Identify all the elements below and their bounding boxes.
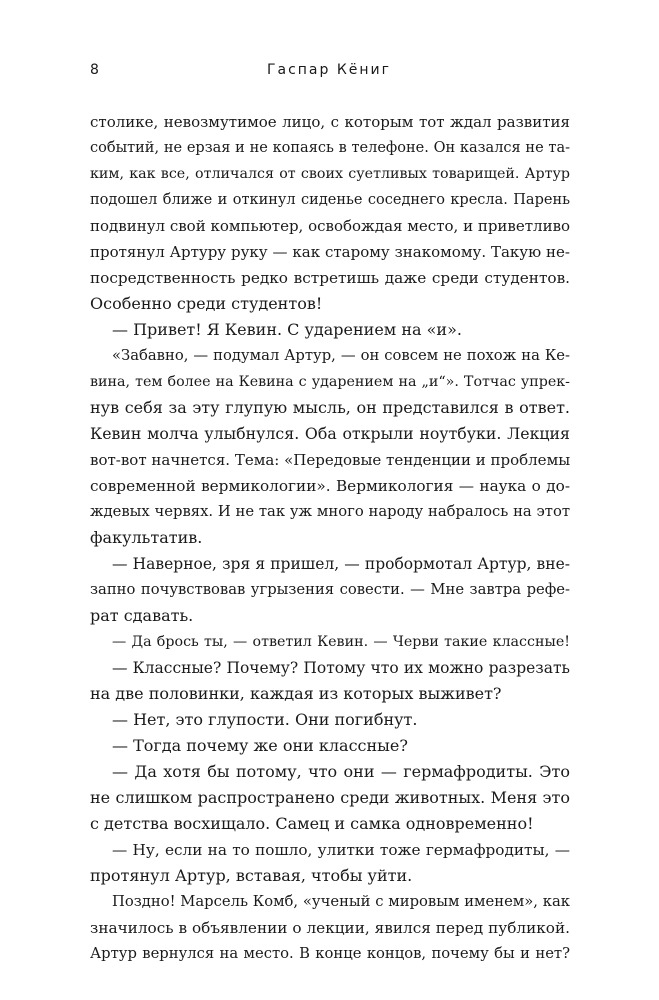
text-line: на две половинки, каждая из которых выживет? <box>90 684 502 703</box>
page-header <box>90 62 568 82</box>
text-line: запно почувствовав угрызения совести. — Мне завтра рефе- <box>90 581 570 598</box>
text-line: — Нет, это глупости. Они погибнут. <box>112 710 418 729</box>
text-line: — Ну, если на то пошло, улитки тоже гермафродиты, — <box>112 841 570 859</box>
running-title: Гаспар Кёниг <box>266 62 392 78</box>
body-text <box>90 109 570 967</box>
text-line: не слишком распространено среди животных. Меня это <box>90 788 570 807</box>
text-line: Особенно среди студентов! <box>90 294 323 313</box>
text-line: — Да брось ты, — ответил Кевин. — Черви такие классные! <box>112 634 570 650</box>
text-line: — Да хотя бы потому, что они — гермафродиты. Это <box>112 762 570 781</box>
text-line: ждевых червях. И не так уж много народу набралось на этот <box>90 503 570 520</box>
text-line: посредственность редко встретишь даже среди студентов. <box>90 269 570 287</box>
text-line: нув себя за эту глупую мысль, он представился в ответ. <box>90 398 570 417</box>
text-line: подвинул свой компьютер, освобождая место, и приветливо <box>90 217 570 235</box>
text-line: ким, как все, отличался от своих суетливых товарищей. Артур <box>90 166 570 182</box>
text-line: Кевин молча улыбнулся. Оба открыли ноутбуки. Лекция <box>90 424 570 443</box>
text-line: вина, тем более на Кевина с ударением на „и“». Тотчас упрек- <box>90 374 570 390</box>
text-line: протянул Артур, вставая, чтобы уйти. <box>90 866 413 885</box>
text-line: — Тогда почему же они классные? <box>112 736 408 755</box>
text-line: — Наверное, зря я пришел, — пробормотал Артур, вне- <box>112 555 570 573</box>
text-line: Артур вернулся на место. В конце концов, почему бы и нет? <box>90 945 570 962</box>
text-line: рат сдавать. <box>90 606 194 625</box>
text-line: значилось в объявлении о лекции, явился перед публикой. <box>90 919 570 937</box>
text-line: столике, невозмутимое лицо, с которым тот ждал развития <box>90 113 570 131</box>
text-line: современной вермикологии». Вермикология — наука о до- <box>90 477 570 495</box>
text-line: Поздно! Марсель Комб, «ученый с мировым именем», как <box>112 893 570 910</box>
text-line: подошел ближе и откинул сиденье соседнего кресла. Парень <box>90 192 570 208</box>
text-line: — Привет! Я Кевин. С ударением на «и». <box>112 320 462 339</box>
text-line: событий, не ерзая и не копаясь в телефоне. Он казался не та- <box>90 140 570 156</box>
page-number: 8 <box>90 62 100 78</box>
text-line: вот-вот начнется. Тема: «Передовые тенденции и проблемы <box>90 451 570 469</box>
text-line: протянул Артуру руку — как старому знакомому. Такую не- <box>90 243 570 261</box>
text-line: «Забавно, — подумал Артур, — он совсем не похож на Ке- <box>112 347 570 364</box>
text-line: — Классные? Почему? Потому что их можно разрезать <box>112 659 570 677</box>
text-line: факультатив. <box>90 528 203 547</box>
text-line: с детства восхищало. Самец и самка одновременно! <box>90 814 534 833</box>
